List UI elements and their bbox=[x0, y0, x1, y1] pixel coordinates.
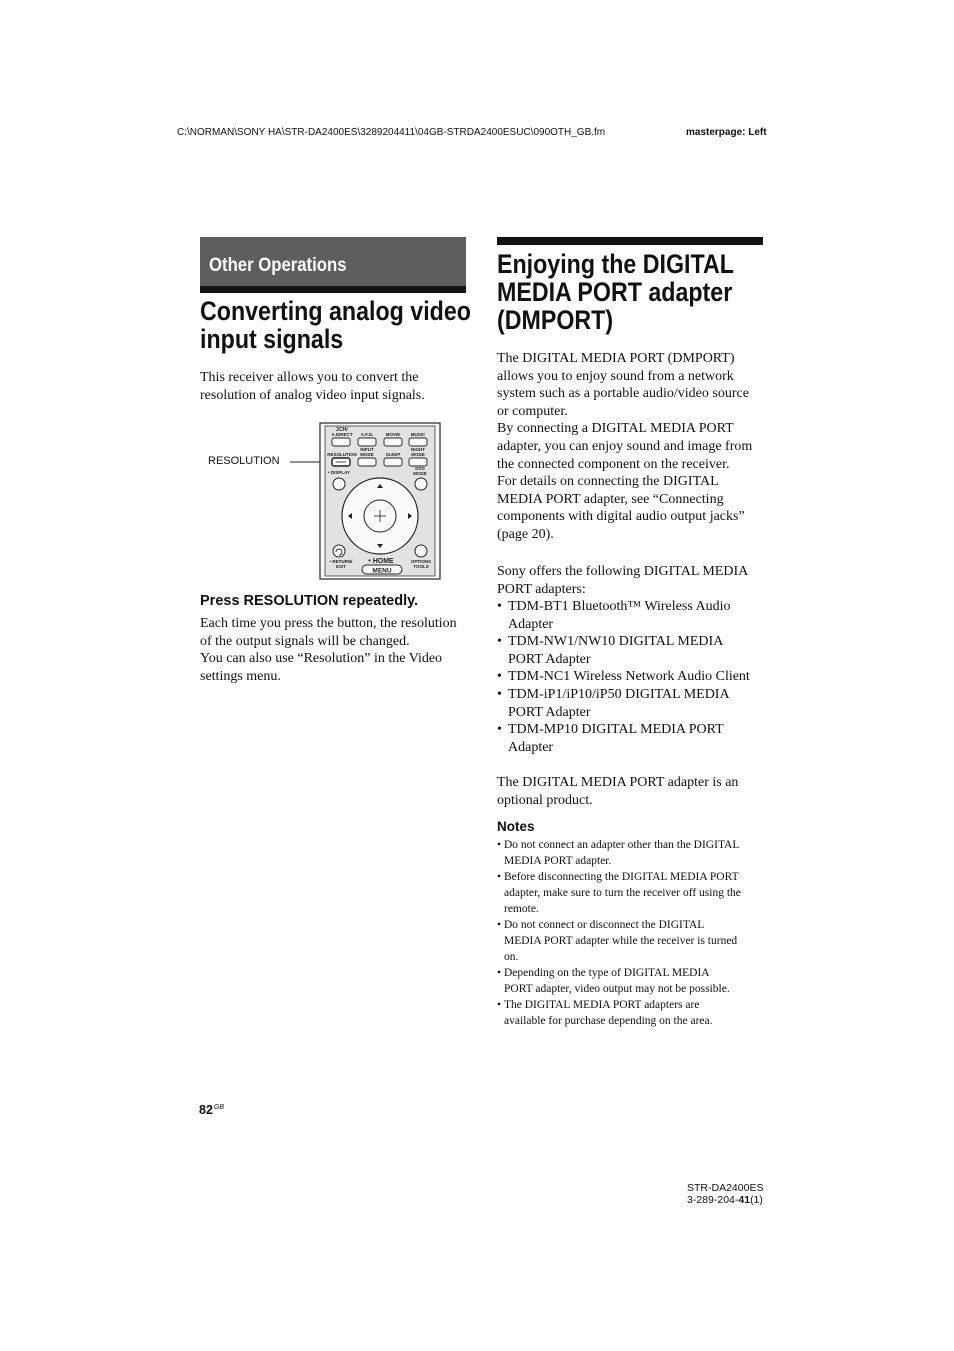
label-a-direct: A.DIRECT bbox=[331, 432, 353, 437]
button-movie bbox=[384, 438, 402, 446]
label-tools: TOOLS bbox=[413, 564, 429, 569]
button-night-mode bbox=[409, 458, 427, 466]
right-title-rule bbox=[497, 237, 763, 245]
adapter-list bbox=[497, 598, 750, 756]
button-2ch-adirect bbox=[332, 438, 350, 446]
note-item: • Do not connect an adapter other than the DIGITAL MEDIA PORT adapter. bbox=[497, 837, 741, 869]
note-item: • The DIGITAL MEDIA PORT adapters are available for purchase depending on the area. bbox=[497, 997, 741, 1029]
label-dvd-mode: MODE bbox=[413, 471, 427, 476]
masterpage-label: masterpage: Left bbox=[686, 127, 767, 138]
section-label: Other Operations bbox=[209, 255, 347, 276]
label-input: INPUT bbox=[360, 447, 374, 452]
label-night-mode: MODE bbox=[411, 452, 425, 457]
label-sleep: SLEEP bbox=[385, 452, 401, 457]
label-input-mode: MODE bbox=[360, 452, 374, 457]
step-body: Each time you press the button, the resolution of the output signals will be changed. You can also use “Resolution” in the Video settings menu. bbox=[200, 616, 457, 684]
list-item: • TDM-NC1 Wireless Network Audio Client bbox=[497, 668, 750, 686]
notes-heading: Notes bbox=[497, 819, 535, 834]
page-number: $82^{GB}$ bbox=[199, 1103, 225, 1117]
label-home: • HOME bbox=[368, 558, 394, 565]
button-afd bbox=[358, 438, 376, 446]
list-item: • TDM-BT1 Bluetooth™ Wireless Audio Adapter bbox=[497, 598, 750, 633]
label-display: • DISPLAY bbox=[328, 470, 350, 475]
step-heading: Press RESOLUTION repeatedly. bbox=[200, 593, 419, 609]
button-input-mode bbox=[358, 458, 376, 466]
note-item: • Before disconnecting the DIGITAL MEDIA PORT adapter, make sure to turn the receiver off using the remote. bbox=[497, 869, 741, 917]
notes-list bbox=[497, 837, 741, 1029]
label-music: MUSIC bbox=[410, 432, 426, 437]
document-code-footer: STR-DA2400ES 3-289-204-41(1) bbox=[687, 1182, 764, 1206]
button-options bbox=[415, 545, 427, 557]
label-menu: MENU bbox=[372, 567, 392, 575]
left-title: Converting analog video input signals bbox=[200, 296, 471, 354]
right-title: Enjoying the DIGITAL MEDIA PORT adapter (DMPORT) bbox=[497, 249, 734, 335]
remote-control-illustration bbox=[288, 421, 442, 581]
list-item: • TDM-NW1/NW10 DIGITAL MEDIA PORT Adapter bbox=[497, 633, 750, 668]
button-music bbox=[409, 438, 427, 446]
adapters-intro: Sony offers the following DIGITAL MEDIA PORT adapters: bbox=[497, 564, 749, 597]
file-path-header: C:\NORMAN\SONY HA\STR-DA2400ES\3289204411\04GB-STRDA2400ESUC\090OTH_GB.fm bbox=[177, 127, 606, 138]
optional-note: The DIGITAL MEDIA PORT adapter is an optional product. bbox=[497, 775, 739, 808]
label-resolution: RESOLUTION bbox=[327, 452, 357, 457]
label-movie: MOVIE bbox=[385, 432, 401, 437]
section-rule bbox=[200, 286, 466, 293]
button-sleep bbox=[384, 458, 402, 466]
dmport-intro: The DIGITAL MEDIA PORT (DMPORT) allows you to enjoy sound from a network system such as a portable audio/video source or computer. By connecting a DIGITAL MEDIA PORT adapter, you can enjoy sound and image from the connected component on the receiver. For details on connecting the DIGITAL MEDIA PORT adapter, see “Connecting components with digital audio output jacks” (page 20). bbox=[497, 351, 753, 542]
note-item: • Do not connect or disconnect the DIGITAL MEDIA PORT adapter while the receiver is turned on. bbox=[497, 917, 741, 965]
section-band bbox=[200, 237, 466, 286]
label-night: NIGHT bbox=[411, 447, 425, 452]
label-return: • RETURN/ bbox=[329, 559, 353, 564]
list-item: • TDM-MP10 DIGITAL MEDIA PORT Adapter bbox=[497, 721, 750, 756]
label-exit: EXIT bbox=[335, 564, 347, 569]
button-dvd-mode bbox=[415, 478, 427, 490]
resolution-callout-label: RESOLUTION bbox=[208, 455, 280, 467]
label-2ch: 2CH/ bbox=[336, 427, 348, 433]
left-intro: This receiver allows you to convert the resolution of analog video input signals. bbox=[200, 370, 425, 403]
note-item: • Depending on the type of DIGITAL MEDIA PORT adapter, video output may not be possible. bbox=[497, 965, 741, 997]
label-options: OPTIONS bbox=[410, 559, 432, 564]
list-item: • TDM-iP1/iP10/iP50 DIGITAL MEDIA PORT Adapter bbox=[497, 686, 750, 721]
label-dvd: DVD bbox=[415, 466, 425, 471]
button-display bbox=[333, 478, 345, 490]
label-afd: A.F.D. bbox=[360, 432, 374, 437]
